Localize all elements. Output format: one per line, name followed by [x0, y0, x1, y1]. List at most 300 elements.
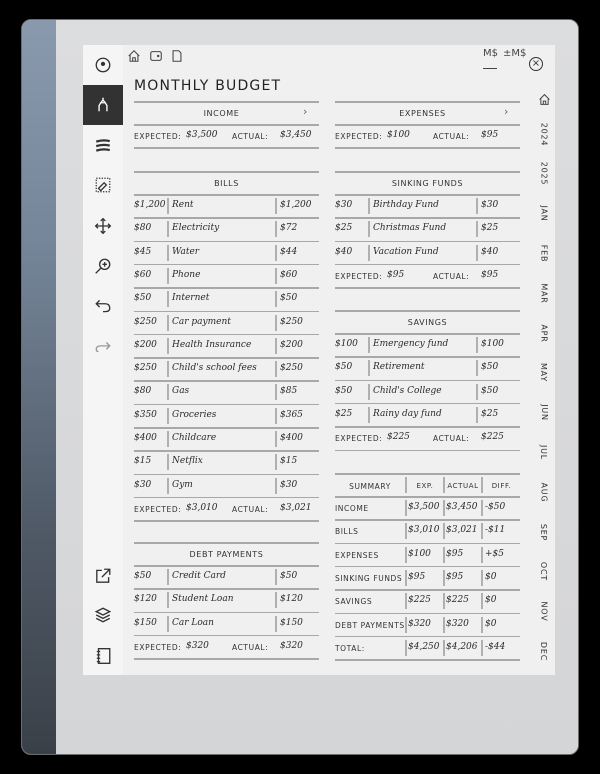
summary-exp-cell[interactable]: $225 [408, 595, 431, 606]
bills-expected-cell[interactable]: $1,200 [134, 200, 166, 210]
summary-diff-cell[interactable]: $0 [485, 595, 497, 606]
divider [134, 612, 319, 614]
bills-actual-cell[interactable]: $400 [280, 433, 303, 443]
sinking-funds-name-cell[interactable]: Vacation Fund [373, 246, 439, 257]
savings-actual-cell[interactable]: $50 [481, 385, 499, 396]
tab-jul[interactable] [530, 434, 558, 470]
income-expected-value[interactable]: $3,500 [186, 130, 218, 140]
tool-eraser[interactable] [83, 165, 123, 205]
tab-mar[interactable] [530, 275, 558, 311]
divider [335, 496, 520, 498]
bills-actual-cell[interactable]: $72 [280, 223, 298, 234]
divider [335, 403, 520, 405]
tool-layers[interactable] [83, 595, 123, 635]
divider [335, 287, 520, 289]
column-divider [275, 268, 277, 284]
wallet-icon[interactable] [149, 48, 163, 62]
savings-expected-cell[interactable]: $100 [335, 339, 358, 349]
divider [335, 613, 520, 615]
layers-icon [94, 606, 112, 624]
column-divider [405, 593, 407, 609]
bills-name-cell[interactable]: Rent [172, 200, 194, 210]
summary-row-label: SINKING FUNDS [335, 573, 403, 583]
expenses-actual-label: ACTUAL: [433, 132, 470, 141]
column-divider [405, 523, 407, 539]
debt-payments-actual-cell[interactable]: $150 [280, 617, 303, 628]
divider [335, 171, 520, 173]
bills-actual-cell[interactable]: $30 [280, 479, 298, 490]
tab-label: JUL [539, 444, 549, 460]
column-divider [405, 500, 407, 516]
divider [335, 589, 520, 591]
divider [134, 287, 319, 289]
sinking-funds-actual-cell[interactable]: $25 [481, 223, 499, 234]
bills-expected-cell[interactable]: $60 [134, 269, 152, 280]
column-divider [275, 569, 277, 585]
monthly-plus-minus-mode-icon[interactable]: ±M$ [503, 48, 527, 59]
divider [134, 124, 319, 126]
expenses-chevron-icon[interactable]: › [504, 105, 509, 118]
summary-exp-cell[interactable]: $100 [408, 548, 431, 559]
tool-pen[interactable] [83, 85, 123, 125]
share-icon [94, 567, 112, 585]
document-icon[interactable] [170, 48, 184, 62]
column-divider [443, 523, 445, 539]
divider [335, 450, 520, 452]
column-divider [275, 454, 277, 470]
bills-total-expected-label: EXPECTED: [134, 504, 182, 514]
bills-name-cell[interactable]: Health Insurance [172, 339, 252, 350]
debt-payments-total-actual-value[interactable]: $320 [280, 640, 303, 651]
summary-exp-cell[interactable]: $95 [408, 571, 426, 582]
savings-name-cell[interactable]: Retirement [373, 362, 425, 373]
divider [134, 404, 319, 406]
bills-name-cell[interactable]: Childcare [172, 433, 217, 443]
savings-total-expected-label: EXPECTED: [335, 434, 383, 444]
column-divider [275, 245, 277, 261]
tab-label: JUN [539, 404, 549, 421]
column-divider [368, 198, 370, 214]
bills-name-cell[interactable]: Internet [172, 293, 210, 304]
bills-name-cell[interactable]: Gas [172, 386, 190, 397]
savings-total-actual-label: ACTUAL: [433, 434, 470, 444]
debt-payments-actual-cell[interactable]: $50 [280, 571, 298, 581]
column-divider [443, 477, 445, 493]
summary-actual-cell[interactable]: $225 [446, 595, 469, 606]
pen-icon [94, 96, 112, 114]
column-divider [167, 361, 169, 377]
column-divider [167, 315, 169, 331]
tab-label: APR [539, 323, 549, 343]
summary-diff-cell[interactable]: -$11 [485, 525, 506, 536]
tab-home[interactable] [530, 88, 558, 110]
bills-total-actual-value[interactable]: $3,021 [280, 502, 312, 513]
debt-payments-name-cell[interactable]: Student Loan [172, 594, 234, 605]
tab-dec[interactable] [530, 633, 558, 669]
bills-expected-cell[interactable]: $250 [134, 316, 157, 327]
debt-payments-actual-cell[interactable]: $120 [280, 594, 303, 605]
sinking-funds-header: SINKING FUNDS [391, 179, 464, 188]
bills-name-cell[interactable]: Groceries [172, 409, 217, 420]
bills-expected-cell[interactable]: $400 [134, 433, 157, 443]
column-divider [476, 198, 478, 214]
savings-expected-cell[interactable]: $25 [335, 408, 353, 419]
divider [335, 659, 520, 661]
lines-icon [94, 136, 112, 154]
tool-share[interactable] [83, 556, 123, 596]
home-icon[interactable] [127, 48, 141, 62]
savings-total-actual-value[interactable]: $225 [481, 432, 504, 443]
tab-label: MAR [539, 283, 549, 304]
divider [134, 311, 319, 313]
income-expected-label: EXPECTED: [134, 132, 182, 141]
monthly-mode-icon[interactable]: M$ [483, 48, 498, 59]
income-chevron-icon[interactable]: › [303, 105, 308, 118]
divider [335, 310, 520, 312]
tab-2025[interactable] [530, 156, 558, 192]
column-divider [405, 477, 407, 493]
tab-label: JAN [539, 205, 549, 222]
tab-label: FEB [539, 244, 549, 263]
divider [134, 147, 319, 149]
divider [134, 635, 319, 637]
bills-header: BILLS [214, 179, 239, 188]
summary-row-label: SAVINGS [335, 597, 373, 607]
bills-actual-cell[interactable]: $50 [280, 293, 298, 304]
divider [134, 217, 319, 219]
tool-lines[interactable] [83, 125, 123, 165]
bills-actual-cell[interactable]: $1,200 [280, 200, 312, 210]
bills-expected-cell[interactable]: $80 [134, 386, 152, 397]
tab-label: AUG [539, 482, 549, 503]
column-divider [481, 617, 483, 633]
tab-oct[interactable] [530, 554, 558, 590]
expenses-expected-label: EXPECTED: [335, 132, 383, 141]
bills-expected-cell[interactable]: $45 [134, 246, 152, 257]
divider [134, 357, 319, 359]
bills-name-cell[interactable]: Water [172, 246, 200, 257]
debt-payments-name-cell[interactable]: Car Loan [172, 617, 214, 628]
divider [134, 101, 319, 103]
savings-expected-cell[interactable]: $50 [335, 362, 353, 373]
tab-jan[interactable] [530, 196, 558, 232]
summary-diff-cell[interactable]: $0 [485, 571, 497, 582]
tool-notebook[interactable] [83, 636, 123, 676]
column-divider [405, 570, 407, 586]
divider [134, 565, 319, 567]
sinking-funds-total-actual-value[interactable]: $95 [481, 269, 499, 280]
income-header: INCOME [203, 109, 240, 118]
column-divider [476, 384, 478, 400]
column-divider [481, 500, 483, 516]
summary-exp-cell[interactable]: $3,010 [408, 525, 440, 536]
income-actual-label: ACTUAL: [232, 132, 269, 141]
redo-icon [94, 338, 112, 356]
tab-label: SEP [539, 523, 549, 541]
divider [335, 264, 520, 266]
divider [335, 566, 520, 568]
tab-aug[interactable] [530, 474, 558, 510]
savings-actual-cell[interactable]: $50 [481, 362, 499, 373]
tab-sep[interactable] [530, 514, 558, 550]
home-icon [538, 93, 551, 106]
bills-total-expected-value[interactable]: $3,010 [186, 502, 218, 513]
tab-feb[interactable] [530, 235, 558, 271]
column-divider [481, 593, 483, 609]
close-button[interactable] [529, 57, 543, 71]
column-divider [476, 407, 478, 423]
undo-icon [94, 297, 112, 315]
tab-nov[interactable] [530, 594, 558, 630]
tab-label: DEC [539, 641, 549, 661]
summary-header-actual: ACTUAL [447, 482, 479, 490]
summary-diff-cell[interactable]: +$5 [485, 548, 504, 559]
sinking-funds-actual-cell[interactable]: $40 [481, 246, 499, 257]
column-divider [476, 245, 478, 261]
column-divider [476, 221, 478, 237]
divider [134, 241, 319, 243]
notebook-icon [94, 647, 112, 665]
sinking-funds-expected-cell[interactable]: $40 [335, 246, 353, 257]
bills-actual-cell[interactable]: $44 [280, 246, 298, 257]
column-divider [481, 547, 483, 563]
eraser-icon [94, 176, 112, 194]
summary-exp-cell[interactable]: $320 [408, 618, 431, 629]
bills-actual-cell[interactable]: $15 [280, 456, 298, 467]
debt-payments-expected-cell[interactable]: $150 [134, 617, 157, 628]
column-divider [481, 477, 483, 493]
column-divider [368, 407, 370, 423]
debt-payments-expected-cell[interactable]: $120 [134, 594, 157, 605]
sinking-funds-total-actual-label: ACTUAL: [433, 271, 470, 281]
sinking-funds-expected-cell[interactable]: $25 [335, 223, 353, 234]
column-divider [167, 291, 169, 307]
bills-expected-cell[interactable]: $30 [134, 479, 152, 490]
tab-label: 2024 [539, 122, 549, 146]
divider [335, 147, 520, 149]
summary-actual-cell[interactable]: $320 [446, 618, 469, 629]
column-divider [405, 640, 407, 656]
column-divider [167, 338, 169, 354]
column-divider [167, 454, 169, 470]
divider [335, 217, 520, 219]
tab-may[interactable] [530, 355, 558, 391]
tool-redo[interactable] [83, 327, 123, 367]
summary-actual-cell[interactable]: $95 [446, 571, 464, 582]
bills-expected-cell[interactable]: $250 [134, 363, 157, 374]
column-divider [167, 478, 169, 494]
summary-diff-cell[interactable]: -$50 [485, 502, 506, 512]
bills-actual-cell[interactable]: $200 [280, 339, 303, 350]
savings-header: SAVINGS [407, 318, 448, 327]
column-divider [167, 268, 169, 284]
expenses-header: EXPENSES [399, 109, 446, 118]
divider [335, 241, 520, 243]
divider [335, 426, 520, 428]
column-divider [443, 593, 445, 609]
sinking-funds-actual-cell[interactable]: $30 [481, 200, 499, 210]
sinking-funds-name-cell[interactable]: Christmas Fund [373, 223, 447, 234]
column-divider [167, 616, 169, 632]
column-divider [275, 431, 277, 447]
divider [134, 658, 319, 660]
divider [134, 380, 319, 382]
column-divider [368, 221, 370, 237]
sinking-funds-expected-cell[interactable]: $30 [335, 200, 353, 210]
column-divider [167, 384, 169, 400]
column-divider [275, 338, 277, 354]
summary-actual-cell[interactable]: $95 [446, 548, 464, 559]
summary-header-diff: DIFF. [491, 482, 512, 490]
summary-actual-cell[interactable]: $3,450 [446, 502, 478, 512]
column-divider [275, 198, 277, 214]
savings-actual-cell[interactable]: $25 [481, 408, 499, 419]
bills-actual-cell[interactable]: $250 [280, 316, 303, 327]
column-divider [275, 616, 277, 632]
bills-actual-cell[interactable]: $365 [280, 409, 303, 420]
tool-move[interactable] [83, 206, 123, 246]
debt-payments-expected-cell[interactable]: $50 [134, 571, 152, 581]
tab-label: MAY [539, 363, 549, 383]
tab-apr[interactable] [530, 315, 558, 351]
column-divider [481, 570, 483, 586]
column-divider [368, 245, 370, 261]
divider [134, 194, 319, 196]
savings-expected-cell[interactable]: $50 [335, 385, 353, 396]
column-divider [368, 384, 370, 400]
bills-expected-cell[interactable]: $15 [134, 456, 152, 467]
bills-name-cell[interactable]: Phone [172, 269, 201, 280]
divider [335, 333, 520, 335]
sinking-funds-name-cell[interactable]: Birthday Fund [373, 200, 439, 210]
device-spine [22, 20, 56, 754]
debt-payments-name-cell[interactable]: Credit Card [172, 571, 226, 581]
divider [134, 588, 319, 590]
savings-name-cell[interactable]: Child's College [373, 385, 442, 396]
divider [335, 380, 520, 382]
savings-name-cell[interactable]: Emergency fund [373, 339, 449, 349]
bills-expected-cell[interactable]: $350 [134, 409, 157, 420]
divider [335, 636, 520, 638]
divider [335, 124, 520, 126]
summary-diff-cell[interactable]: -$44 [485, 641, 506, 652]
column-divider [167, 408, 169, 424]
column-divider [476, 337, 478, 353]
divider [134, 264, 319, 266]
column-divider [443, 500, 445, 516]
bills-expected-cell[interactable]: $80 [134, 223, 152, 234]
divider [134, 474, 319, 476]
summary-actual-cell[interactable]: $4,206 [446, 641, 478, 652]
active-mode-indicator [483, 68, 497, 69]
summary-header-exp: EXP. [416, 482, 434, 490]
column-divider [275, 361, 277, 377]
column-divider [275, 315, 277, 331]
bills-actual-cell[interactable]: $250 [280, 363, 303, 374]
summary-header-summary: SUMMARY [349, 482, 391, 491]
debt-payments-total-expected-value[interactable]: $320 [186, 640, 209, 651]
divider [134, 171, 319, 173]
column-divider [275, 384, 277, 400]
column-divider [275, 291, 277, 307]
sinking-funds-total-expected-value[interactable]: $95 [387, 269, 405, 280]
divider [134, 520, 319, 522]
tab-label: OCT [539, 562, 549, 582]
tool-undo[interactable] [83, 286, 123, 326]
savings-actual-cell[interactable]: $100 [481, 339, 504, 349]
column-divider [275, 592, 277, 608]
summary-exp-cell[interactable]: $4,250 [408, 641, 440, 652]
column-divider [167, 245, 169, 261]
column-divider [167, 431, 169, 447]
close-icon: × [531, 58, 541, 69]
record-icon [94, 56, 112, 74]
bills-actual-cell[interactable]: $85 [280, 386, 298, 397]
expenses-expected-value[interactable]: $100 [387, 130, 410, 140]
page-title: MONTHLY BUDGET [134, 78, 282, 94]
bills-actual-cell[interactable]: $60 [280, 269, 298, 280]
zoom-icon [94, 257, 112, 275]
bills-name-cell[interactable]: Netflix [172, 456, 203, 467]
divider [134, 334, 319, 336]
tool-record[interactable] [83, 45, 123, 85]
summary-actual-cell[interactable]: $3,021 [446, 525, 478, 536]
debt-payments-total-expected-label: EXPECTED: [134, 642, 182, 652]
bills-name-cell[interactable]: Child's school fees [172, 363, 257, 374]
bills-total-actual-label: ACTUAL: [232, 504, 269, 514]
summary-row-label: BILLS [335, 527, 359, 537]
summary-diff-cell[interactable]: $0 [485, 618, 497, 629]
summary-row-label: TOTAL: [335, 643, 365, 653]
column-divider [368, 337, 370, 353]
tab-jun[interactable] [530, 395, 558, 431]
bills-name-cell[interactable]: Gym [172, 479, 193, 490]
bills-name-cell[interactable]: Car payment [172, 316, 231, 327]
sinking-funds-total-expected-label: EXPECTED: [335, 271, 383, 281]
bills-expected-cell[interactable]: $200 [134, 339, 157, 350]
column-divider [476, 360, 478, 376]
divider [335, 543, 520, 545]
divider [335, 473, 520, 475]
summary-exp-cell[interactable]: $3,500 [408, 502, 440, 512]
column-divider [443, 640, 445, 656]
column-divider [275, 408, 277, 424]
summary-row-label: DEBT PAYMENTS [335, 620, 405, 630]
divider [335, 356, 520, 358]
column-divider [481, 640, 483, 656]
column-divider [275, 221, 277, 237]
column-divider [443, 570, 445, 586]
bills-expected-cell[interactable]: $50 [134, 293, 152, 304]
savings-name-cell[interactable]: Rainy day fund [373, 408, 442, 419]
expenses-actual-value[interactable]: $95 [481, 130, 499, 140]
divider [335, 101, 520, 103]
tab-2024[interactable] [530, 116, 558, 152]
tool-zoom[interactable] [83, 246, 123, 286]
column-divider [368, 360, 370, 376]
column-divider [443, 547, 445, 563]
debt-payments-header: DEBT PAYMENTS [189, 550, 264, 559]
divider [134, 497, 319, 499]
bills-name-cell[interactable]: Electricity [172, 223, 220, 234]
divider [335, 194, 520, 196]
column-divider [167, 221, 169, 237]
savings-total-expected-value[interactable]: $225 [387, 432, 410, 443]
summary-row-label: INCOME [335, 504, 369, 513]
tab-label: 2025 [539, 162, 549, 186]
column-divider [405, 617, 407, 633]
income-actual-value[interactable]: $3,450 [280, 130, 312, 140]
